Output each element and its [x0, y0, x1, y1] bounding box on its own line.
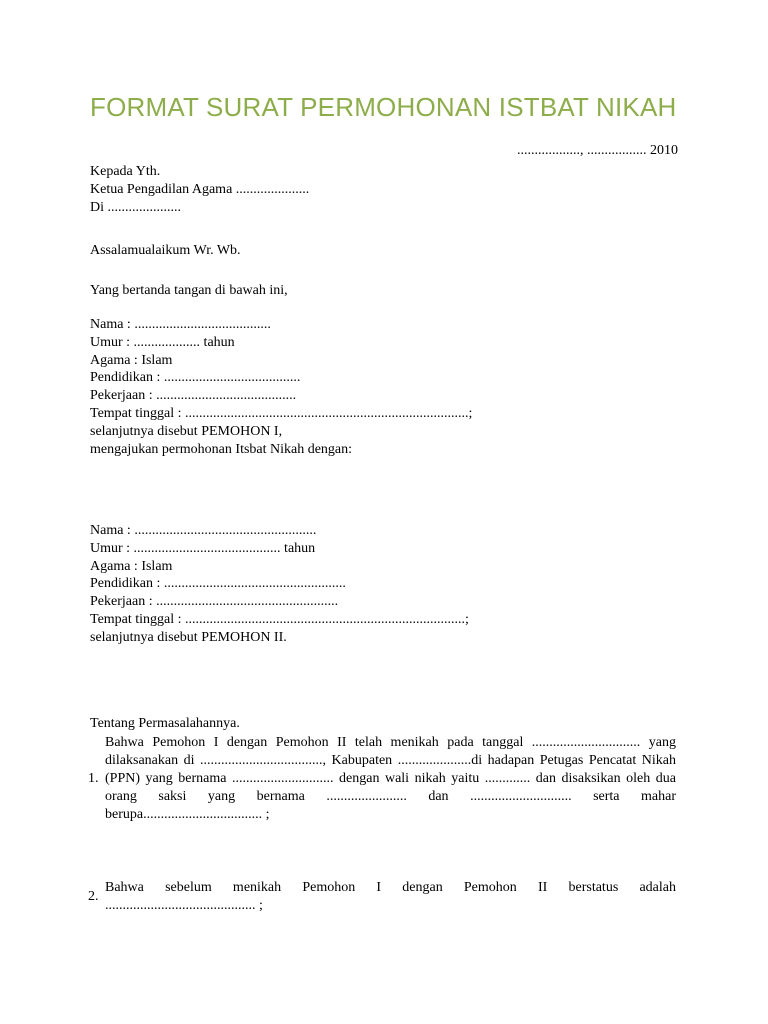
intro	[90, 282, 288, 300]
address-block	[90, 163, 309, 216]
list-item-text: Bahwa Pemohon I dengan Pemohon II telah menikah pada tanggal ............................... yang dilaksanakan di ..................................., Kabupaten .....................di hadapan Petugas Pencatat Nikah (PPN) yang bernama ............................. dengan wali nikah yaitu ............. dan disaksikan oleh dua orang saksi yang bernama ....................... dan ............................. serta mahar berupa.................................. ;	[105, 735, 676, 822]
pemohon2-tempat-tinggal: Tempat tinggal : ................................................................................;	[90, 611, 469, 627]
pemohon2-label: selanjutnya disebut PEMOHON II.	[90, 629, 287, 645]
greeting-text: Assalamualaikum Wr. Wb.	[90, 243, 241, 258]
pemohon1-pendidikan: Pendidikan : .......................................	[90, 370, 301, 386]
pemohon1-statement: mengajukan permohonan Itsbat Nikah dengan:	[90, 441, 353, 457]
pemohon1-umur: Umur : ................... tahun	[90, 334, 235, 350]
pemohon2-pekerjaan: Pekerjaan : ....................................................	[90, 594, 339, 610]
address-line: Di .....................	[90, 199, 181, 215]
pemohon2-block	[90, 522, 469, 647]
pemohon1-label: selanjutnya disebut PEMOHON I,	[90, 423, 283, 439]
pemohon1-block	[90, 316, 472, 458]
list-item-line: Bahwa sebelum menikah Pemohon I dengan Pemohon II berstatus adalah	[105, 880, 676, 895]
pemohon2-umur: Umur : .......................................... tahun	[90, 540, 316, 556]
list-item-number: 1.	[88, 771, 99, 786]
list-item	[88, 879, 676, 915]
pemohon2-pendidikan: Pendidikan : ....................................................	[90, 576, 346, 592]
address-line: Kepada Yth.	[90, 164, 161, 179]
pemohon1-agama: Agama : Islam	[90, 352, 173, 368]
pemohon1-tempat-tinggal: Tempat tinggal : .................................................................................;	[90, 405, 473, 421]
greeting	[90, 242, 241, 260]
list-item-number: 2.	[88, 889, 99, 904]
document-title: FORMAT SURAT PERMOHONAN ISTBAT NIKAH	[90, 92, 677, 122]
address-line: Ketua Pengadilan Agama .....................	[90, 181, 310, 197]
pemohon2-agama: Agama : Islam	[90, 558, 173, 574]
date-line: .................., ................. 2010	[517, 143, 678, 158]
pemohon2-nama: Nama : ....................................................	[90, 523, 317, 538]
intro-text: Yang bertanda tangan di bawah ini,	[90, 283, 288, 298]
list-item-text	[105, 879, 676, 915]
list-item-line: ........................................... ;	[105, 898, 263, 913]
pemohon1-pekerjaan: Pekerjaan : ........................................	[90, 388, 297, 404]
list-item	[88, 734, 676, 824]
section-heading-text: Tentang Permasalahannya.	[90, 716, 240, 731]
pemohon1-nama: Nama : .......................................	[90, 317, 271, 332]
section-heading	[90, 715, 240, 733]
